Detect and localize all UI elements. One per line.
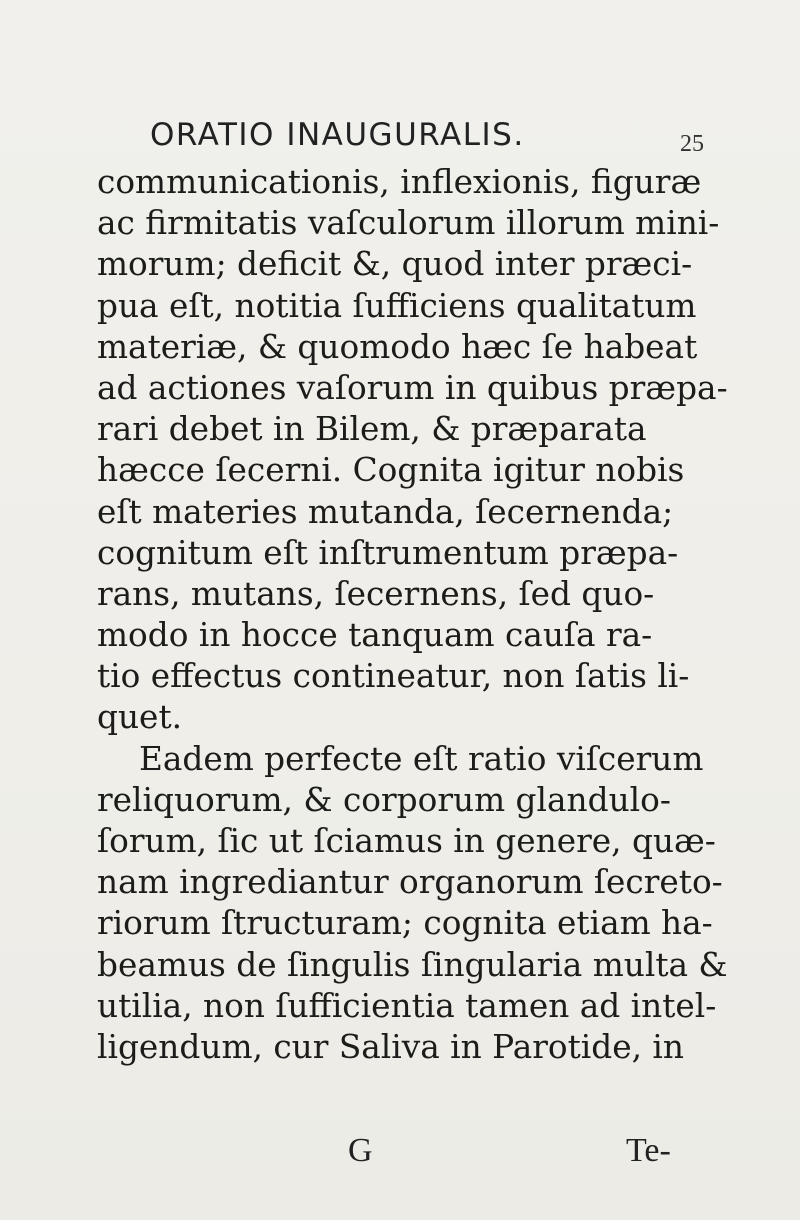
body-text [97, 162, 777, 1068]
text-line: ligendum, cur Saliva in Parotide, in [97, 1027, 684, 1066]
text-line: quet. [97, 698, 183, 737]
text-line: pua eſt, notitia ſufficiens qualitatum [97, 286, 697, 325]
text-line: riorum ſtructuram; cognita etiam ha- [97, 904, 713, 943]
page-number: 25 [680, 131, 704, 157]
page-footer [0, 1132, 800, 1182]
text-line: nam ingrediantur organorum ſecreto- [97, 863, 723, 902]
text-line: morum; deficit &, quod inter præci- [97, 245, 693, 284]
text-line: materiæ, & quomodo hæc ſe habeat [97, 327, 698, 366]
signature-mark: G [348, 1132, 373, 1169]
text-line: ſorum, ſic ut ſciamus in genere, quæ- [97, 822, 716, 860]
page-header [150, 117, 770, 157]
text-line: modo in hocce tanquam cauſa ra- [97, 616, 653, 655]
text-line: tio effectus contineatur, non ſatis li- [97, 657, 690, 696]
text-line: ad actiones vaſorum in quibus præpa- [97, 368, 728, 407]
text-line: beamus de ſingulis ſingularia multa & [97, 945, 728, 984]
paragraph-start-line: Eadem perfecte eſt ratio viſcerum [139, 739, 704, 778]
text-line: eſt materies mutanda, ſecernenda; [97, 492, 674, 531]
text-line: hæcce ſecerni. Cognita igitur nobis [97, 451, 685, 490]
text-line: communicationis, inflexionis, figuræ [97, 163, 702, 201]
text-line: rans, mutans, ſecernens, ſed quo- [97, 574, 655, 613]
text-line: rari debet in Bilem, & præparata [97, 410, 647, 449]
text-line: reliquorum, & corporum glandulo- [97, 780, 671, 819]
text-line: ac firmitatis vaſculorum illorum mini- [97, 204, 720, 243]
running-title: ORATIO INAUGURALIS. [150, 117, 525, 153]
text-line: cognitum eſt inſtrumentum præpa- [97, 533, 679, 572]
catchword: Te- [626, 1132, 671, 1169]
text-line: utilia, non ſufficientia tamen ad intel- [97, 986, 717, 1025]
